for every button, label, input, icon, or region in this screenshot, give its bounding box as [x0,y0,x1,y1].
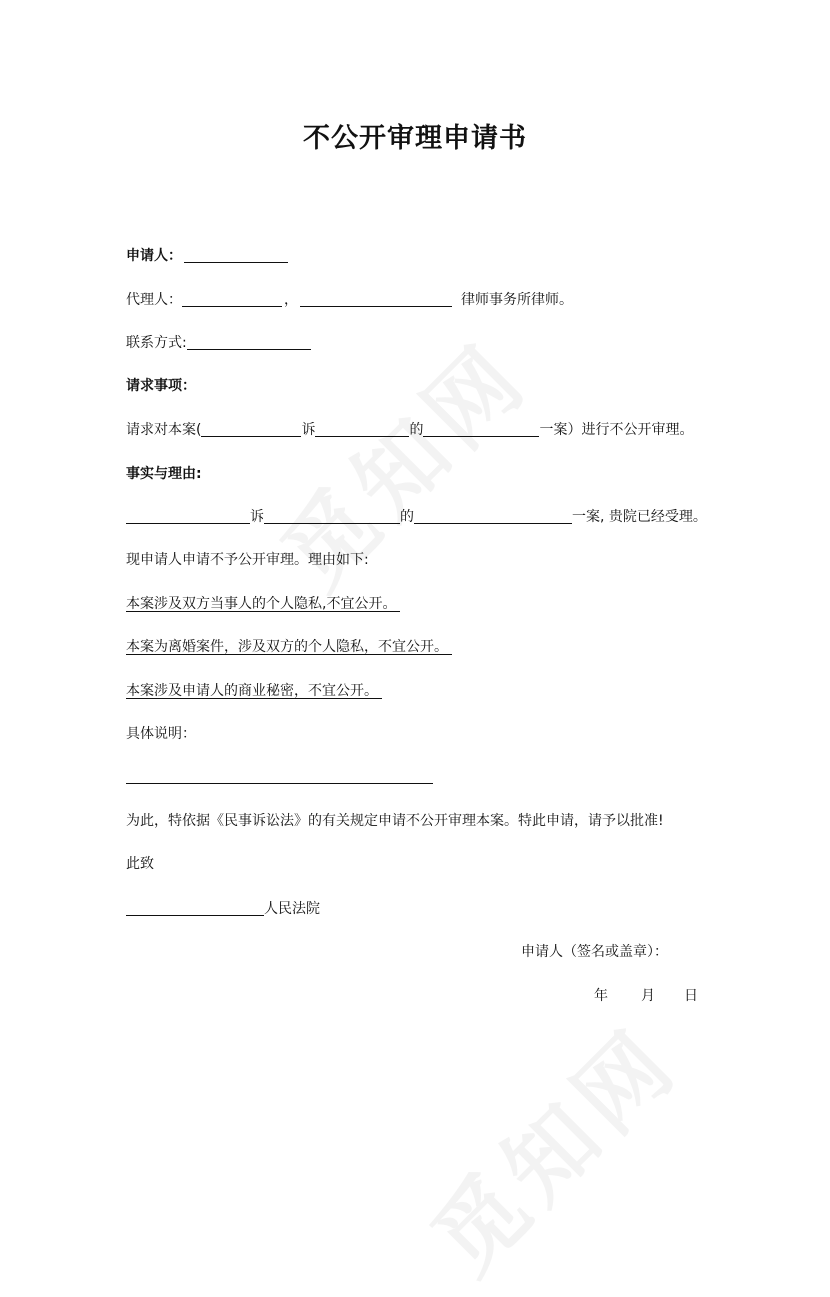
date-line [594,985,698,1005]
request-sue: 诉 [301,422,316,438]
court-name-blank[interactable] [126,900,264,916]
reason-text: 本案涉及双方当事人的个人隐私,不宜公开。 [126,596,397,612]
closing-paragraph: 为此，特依据《民事诉讼法》的有关规定申请不公开审理本案。特此申请，请予以批准! [126,813,664,829]
agent-row [126,289,573,309]
request-row [126,419,693,439]
date-day: 日 [684,988,698,1004]
facts-suffix: 一案, 贵院已经受理。 [572,509,707,525]
request-suffix: 一案）进行不公开审理。 [539,422,694,438]
explain-label: 具体说明： [126,726,196,742]
reason-underline-ext [378,683,382,699]
date-year: 年 [594,988,608,1004]
agent-name-blank[interactable] [182,291,282,307]
applicant-row [126,245,288,265]
request-cause-blank[interactable] [423,421,539,437]
request-prefix: 请求对本案( [126,422,202,438]
reason-item-1 [126,593,400,613]
facts-cause-blank[interactable] [414,508,572,524]
agent-comma: ， [284,292,298,308]
greeting: 此致 [126,856,154,872]
signature-label: 申请人（签名或盖章）： [521,944,668,960]
applicant-blank[interactable] [184,247,288,263]
court-row [126,898,320,918]
facts-plaintiff-blank[interactable] [126,508,250,524]
applicant-label: 申请人： [126,248,182,264]
reason-text: 本案涉及申请人的商业秘密，不宜公开。 [126,683,378,699]
facts-row [126,506,707,526]
contact-row [126,332,311,352]
page-title: 不公开审理申请书 [303,123,527,154]
court-suffix: 人民法院 [264,901,320,917]
contact-blank[interactable] [187,334,311,350]
date-month: 月 [641,988,655,1004]
request-defendant-blank[interactable] [315,421,409,437]
explain-blank[interactable] [126,783,433,784]
reason-underline-ext [396,596,400,612]
request-plaintiff-blank[interactable] [201,421,301,437]
reason-underline-ext [448,639,452,655]
reason-intro: 现申请人申请不予公开审理。理由如下: [126,552,369,568]
request-of: 的 [409,422,424,438]
reason-text: 本案为离婚案件，涉及双方的个人隐私，不宜公开。 [126,639,448,655]
facts-sue: 诉 [250,509,264,525]
facts-of: 的 [400,509,414,525]
watermark-bottom [398,993,702,1297]
agent-label: 代理人： [126,292,182,308]
law-firm-blank[interactable] [300,291,452,307]
agent-suffix: 律师事务所律师。 [461,292,573,308]
contact-label: 联系方式: [126,335,187,351]
facts-heading: 事实与理由: [126,466,202,482]
facts-defendant-blank[interactable] [264,508,400,524]
reason-item-2 [126,636,452,656]
reason-item-3 [126,680,382,700]
request-heading: 请求事项： [126,378,196,394]
